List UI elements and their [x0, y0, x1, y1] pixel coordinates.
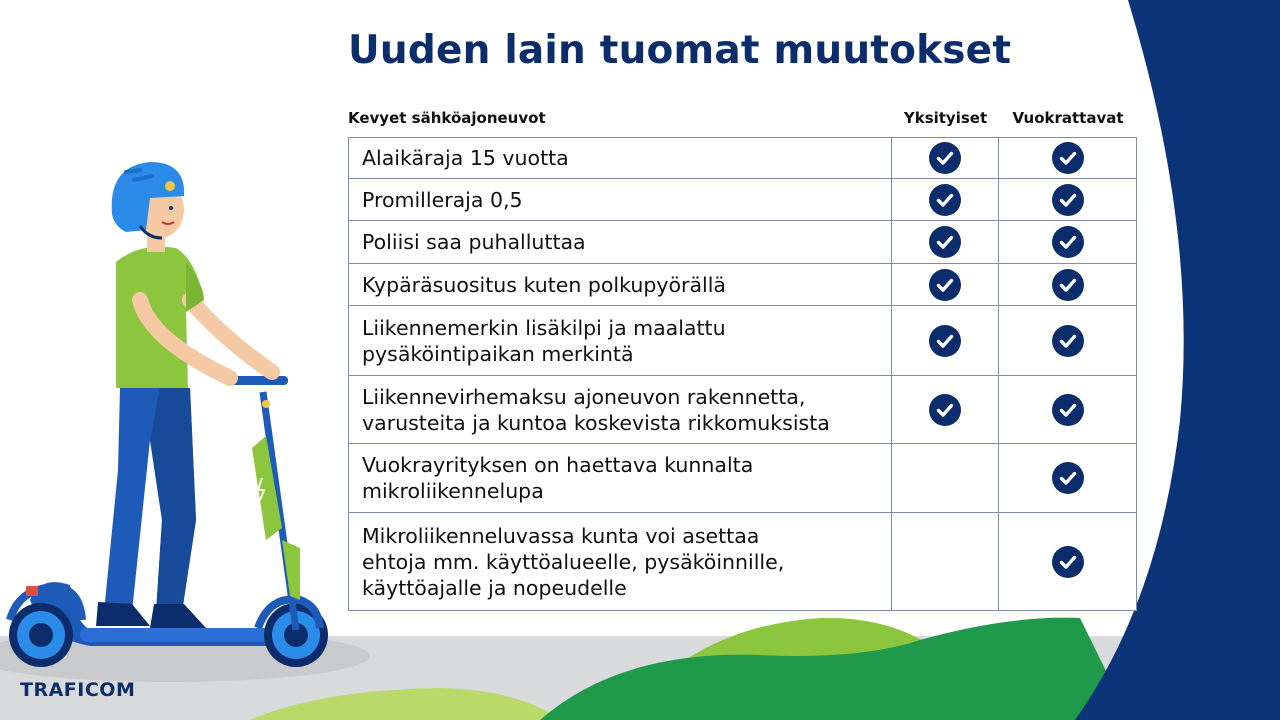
rule-description	[349, 221, 892, 264]
check-circle-icon	[1052, 269, 1084, 301]
cell-yksityiset	[892, 264, 999, 306]
table-row	[349, 444, 1137, 513]
rule-text-line: mikroliikennelupa	[362, 479, 544, 503]
rule-description	[349, 376, 892, 444]
check-circle-icon	[1052, 142, 1084, 174]
table-row	[349, 138, 1137, 179]
cell-vuokrattavat	[999, 264, 1137, 306]
cell-vuokrattavat	[999, 306, 1137, 376]
rule-text-line: Vuokrayrityksen on haettava kunnalta	[362, 453, 754, 477]
rule-text-line: Liikennemerkin lisäkilpi ja maalattu	[362, 315, 726, 340]
cell-vuokrattavat	[999, 376, 1137, 444]
check-circle-icon	[929, 142, 961, 174]
rule-text-line: Poliisi saa puhalluttaa	[362, 230, 586, 254]
check-circle-icon	[929, 226, 961, 258]
law-changes-rows	[349, 138, 1137, 611]
column-header-vuokrattavat: Vuokrattavat	[1012, 109, 1124, 127]
cell-yksityiset	[892, 444, 999, 513]
check-circle-icon	[929, 325, 961, 357]
check-circle-icon	[1052, 226, 1084, 258]
rule-text-line: Mikroliikenneluvassa kunta voi asettaa	[362, 523, 760, 548]
slide-title: Uuden lain tuomat muutokset	[348, 28, 1012, 73]
table-row	[349, 306, 1137, 376]
cell-yksityiset	[892, 306, 999, 376]
table-row	[349, 513, 1137, 611]
rule-text-line: käyttöajalle ja nopeudelle	[362, 575, 627, 600]
table-row	[349, 264, 1137, 306]
rule-description	[349, 513, 892, 611]
cell-yksityiset	[892, 179, 999, 221]
table-row	[349, 179, 1137, 221]
rule-text-line: Kypäräsuositus kuten polkupyörällä	[362, 272, 726, 297]
table-row	[349, 376, 1137, 444]
check-circle-icon	[929, 269, 961, 301]
rule-description	[349, 138, 892, 179]
check-circle-icon	[929, 394, 961, 426]
table-row	[349, 221, 1137, 264]
cell-vuokrattavat	[999, 221, 1137, 264]
cell-yksityiset	[892, 221, 999, 264]
cell-yksityiset	[892, 513, 999, 611]
cell-vuokrattavat	[999, 138, 1137, 179]
cell-vuokrattavat	[999, 179, 1137, 221]
cell-vuokrattavat	[999, 513, 1137, 611]
column-header-yksityiset: Yksityiset	[903, 109, 988, 127]
check-circle-icon	[1052, 394, 1084, 426]
rule-text-line: pysäköintipaikan merkintä	[362, 341, 634, 366]
rule-text-line: varusteita ja kuntoa koskevista rikkomuksista	[362, 410, 830, 435]
check-circle-icon	[1052, 462, 1084, 494]
column-header-topic: Kevyet sähköajoneuvot	[348, 109, 546, 127]
check-circle-icon	[1052, 546, 1084, 578]
check-circle-icon	[1052, 184, 1084, 216]
rule-description	[349, 179, 892, 221]
rule-description	[349, 264, 892, 306]
cell-yksityiset	[892, 138, 999, 179]
check-circle-icon	[929, 184, 961, 216]
rule-description	[349, 306, 892, 376]
cell-yksityiset	[892, 376, 999, 444]
traficom-logo: TRAFICOM	[20, 679, 136, 701]
rule-text-line: Alaikäraja 15 vuotta	[362, 146, 569, 170]
person-on-e-scooter-illustration	[9, 162, 328, 667]
rule-description	[349, 444, 892, 513]
rule-text-line: Liikennevirhemaksu ajoneuvon rakennetta,	[362, 384, 806, 409]
check-circle-icon	[1052, 325, 1084, 357]
rule-text-line: ehtoja mm. käyttöalueelle, pysäköinnille,	[362, 549, 785, 574]
rule-text-line: Promilleraja 0,5	[362, 187, 523, 212]
law-changes-table	[348, 137, 1137, 611]
cell-vuokrattavat	[999, 444, 1137, 513]
